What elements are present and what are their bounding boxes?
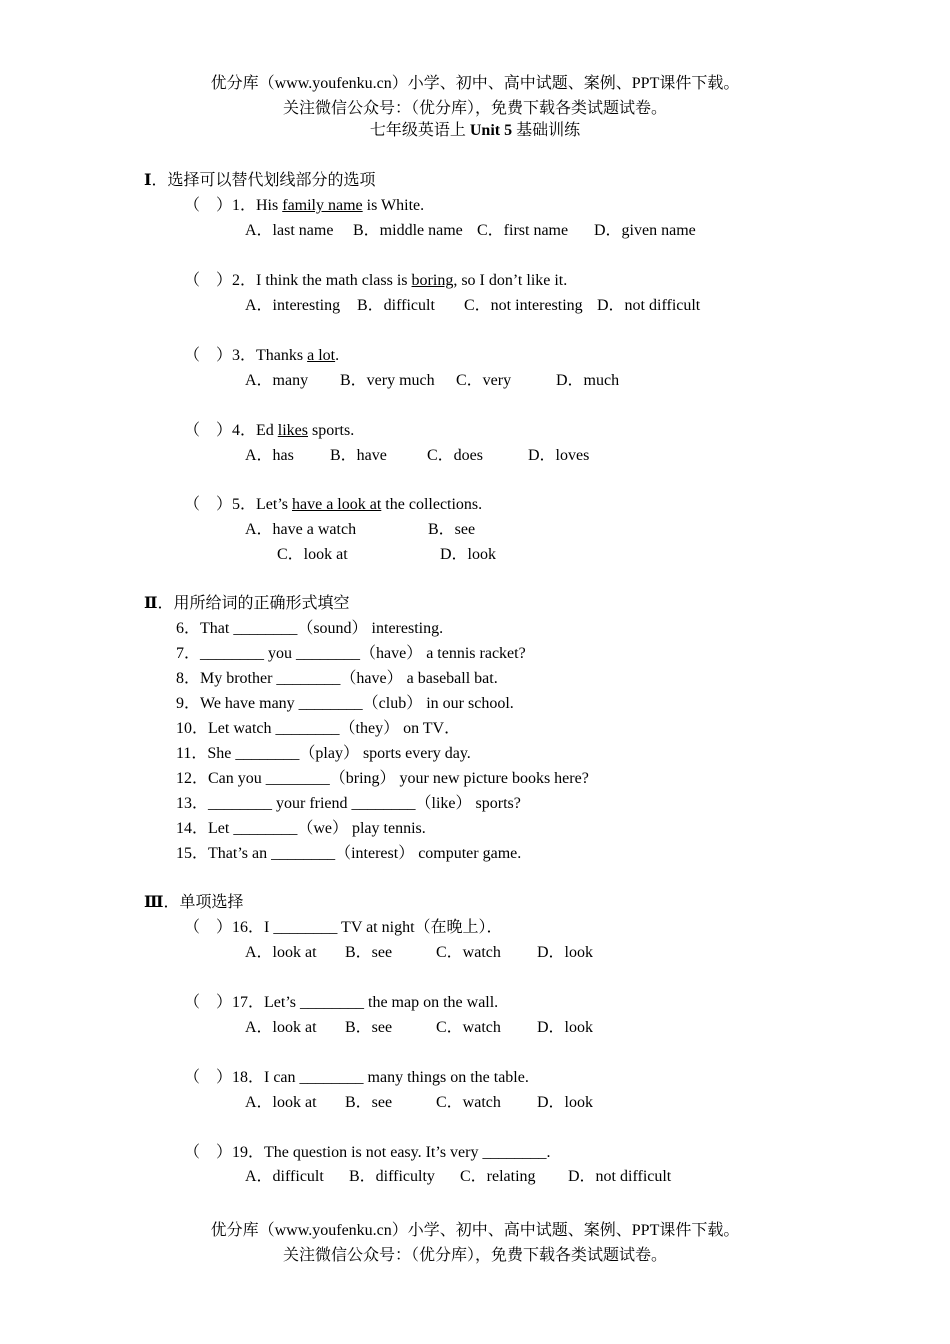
q17-option-b: B．see (345, 1019, 393, 1036)
title-prefix: 七年级英语上 (369, 122, 470, 139)
q19-option-d: D．not difficult (568, 1168, 672, 1185)
section-3-heading (144, 893, 244, 913)
underlined-phrase: have a look at (292, 496, 382, 513)
question-16: （ ）16．I ________ TV at night（在晚上）． (184, 919, 503, 936)
q5-option-b: B．see (428, 521, 476, 538)
question-5: （ ）5．Let’s have a look at the collections. (184, 496, 483, 513)
q17-option-c: C．watch (436, 1019, 501, 1036)
section-2-title: ．用所给词的正确形式填空 (157, 595, 350, 612)
q1-option-b: B．middle name (353, 222, 463, 239)
underlined-phrase: likes (277, 422, 308, 439)
section-1-number: Ⅰ (144, 172, 152, 189)
question-19: （ ）19．The question is not easy. It’s very ________. (184, 1144, 551, 1161)
question-1: （ ）1．His family name is White. (184, 197, 425, 214)
fill-item-11: 11．She ________（play） sports every day. (176, 745, 471, 762)
question-18: （ ）18．I can ________ many things on the table. (184, 1069, 529, 1086)
q18-option-b: B．see (345, 1094, 393, 1111)
q18-option-c: C．watch (436, 1094, 501, 1111)
q5-option-c: C．look at (277, 546, 348, 563)
q4-option-b: B．have (330, 447, 387, 464)
q4-option-a: A．has (245, 447, 294, 464)
fill-item-12: 12．Can you ________（bring） your new picture books here? (176, 770, 589, 787)
fill-item-7: 7．________ you ________（have） a tennis racket? (176, 645, 526, 662)
fill-item-8: 8．My brother ________（have） a baseball bat. (176, 670, 498, 687)
q17-option-d: D．look (537, 1019, 594, 1036)
q2-option-a: A．interesting (245, 297, 341, 314)
section-3-title: ．单项选择 (163, 894, 244, 911)
fill-item-6: 6．That ________（sound） interesting. (176, 620, 444, 637)
title-suffix: 基础训练 (512, 122, 581, 139)
underlined-phrase: family name (282, 197, 363, 214)
fill-item-9: 9．We have many ________（club） in our school. (176, 695, 514, 712)
q3-option-d: D．much (556, 372, 620, 389)
q3-option-b: B．very much (340, 372, 435, 389)
page-title (0, 121, 950, 141)
question-17: （ ）17．Let’s ________ the map on the wall. (184, 994, 499, 1011)
q2-option-c: C．not interesting (464, 297, 583, 314)
q5-option-d: D．look (440, 546, 497, 563)
q19-option-a: A．difficult (245, 1168, 324, 1185)
fill-item-10: 10．Let watch ________（they） on TV． (176, 720, 461, 737)
q16-option-a: A．look at (245, 944, 317, 961)
q18-option-a: A．look at (245, 1094, 317, 1111)
q16-option-c: C．watch (436, 944, 501, 961)
q1-option-d: D．given name (594, 222, 696, 239)
fill-item-15: 15．That’s an ________（interest） computer game. (176, 845, 522, 862)
q4-option-c: C．does (427, 447, 484, 464)
q3-option-c: C．very (456, 372, 512, 389)
q18-option-d: D．look (537, 1094, 594, 1111)
q2-option-d: D．not difficult (597, 297, 701, 314)
underlined-phrase: a lot (307, 347, 336, 364)
section-2-heading (144, 594, 350, 614)
footer-line-1: 优分库（www.youfenku.cn）小学、初中、高中试题、案例、PPT课件下载。 (210, 1222, 740, 1239)
fill-item-14: 14．Let ________（we） play tennis. (176, 820, 426, 837)
section-3-number: Ⅲ (144, 894, 164, 911)
section-1-heading (144, 171, 376, 191)
fill-item-13: 13．________ your friend ________（like） sports? (176, 795, 521, 812)
q1-option-c: C．first name (477, 222, 569, 239)
q17-option-a: A．look at (245, 1019, 317, 1036)
q2-option-b: B．difficult (357, 297, 435, 314)
q4-option-d: D．loves (528, 447, 590, 464)
section-2-number: Ⅱ (144, 595, 158, 612)
title-unit: Unit 5 (469, 122, 513, 139)
footer-line-2: 关注微信公众号：（优分库），免费下载各类试题试卷。 (282, 1247, 667, 1264)
underlined-phrase: boring (411, 272, 454, 289)
question-4: （ ）4．Ed likes sports. (184, 422, 355, 439)
q5-option-a: A．have a watch (245, 521, 357, 538)
section-1-title: ．选择可以替代划线部分的选项 (151, 172, 376, 189)
header-line-1: 优分库（www.youfenku.cn）小学、初中、高中试题、案例、PPT课件下载。 (210, 75, 740, 92)
q19-option-c: C．relating (460, 1168, 536, 1185)
header-line-2: 关注微信公众号：（优分库），免费下载各类试题试卷。 (282, 100, 667, 117)
q1-option-a: A．last name (245, 222, 334, 239)
question-2: （ ）2．I think the math class is boring, so I don’t like it. (184, 272, 568, 289)
q16-option-d: D．look (537, 944, 594, 961)
q16-option-b: B．see (345, 944, 393, 961)
q19-option-b: B．difficulty (349, 1168, 435, 1185)
q3-option-a: A．many (245, 372, 309, 389)
question-3: （ ）3．Thanks a lot. (184, 347, 340, 364)
